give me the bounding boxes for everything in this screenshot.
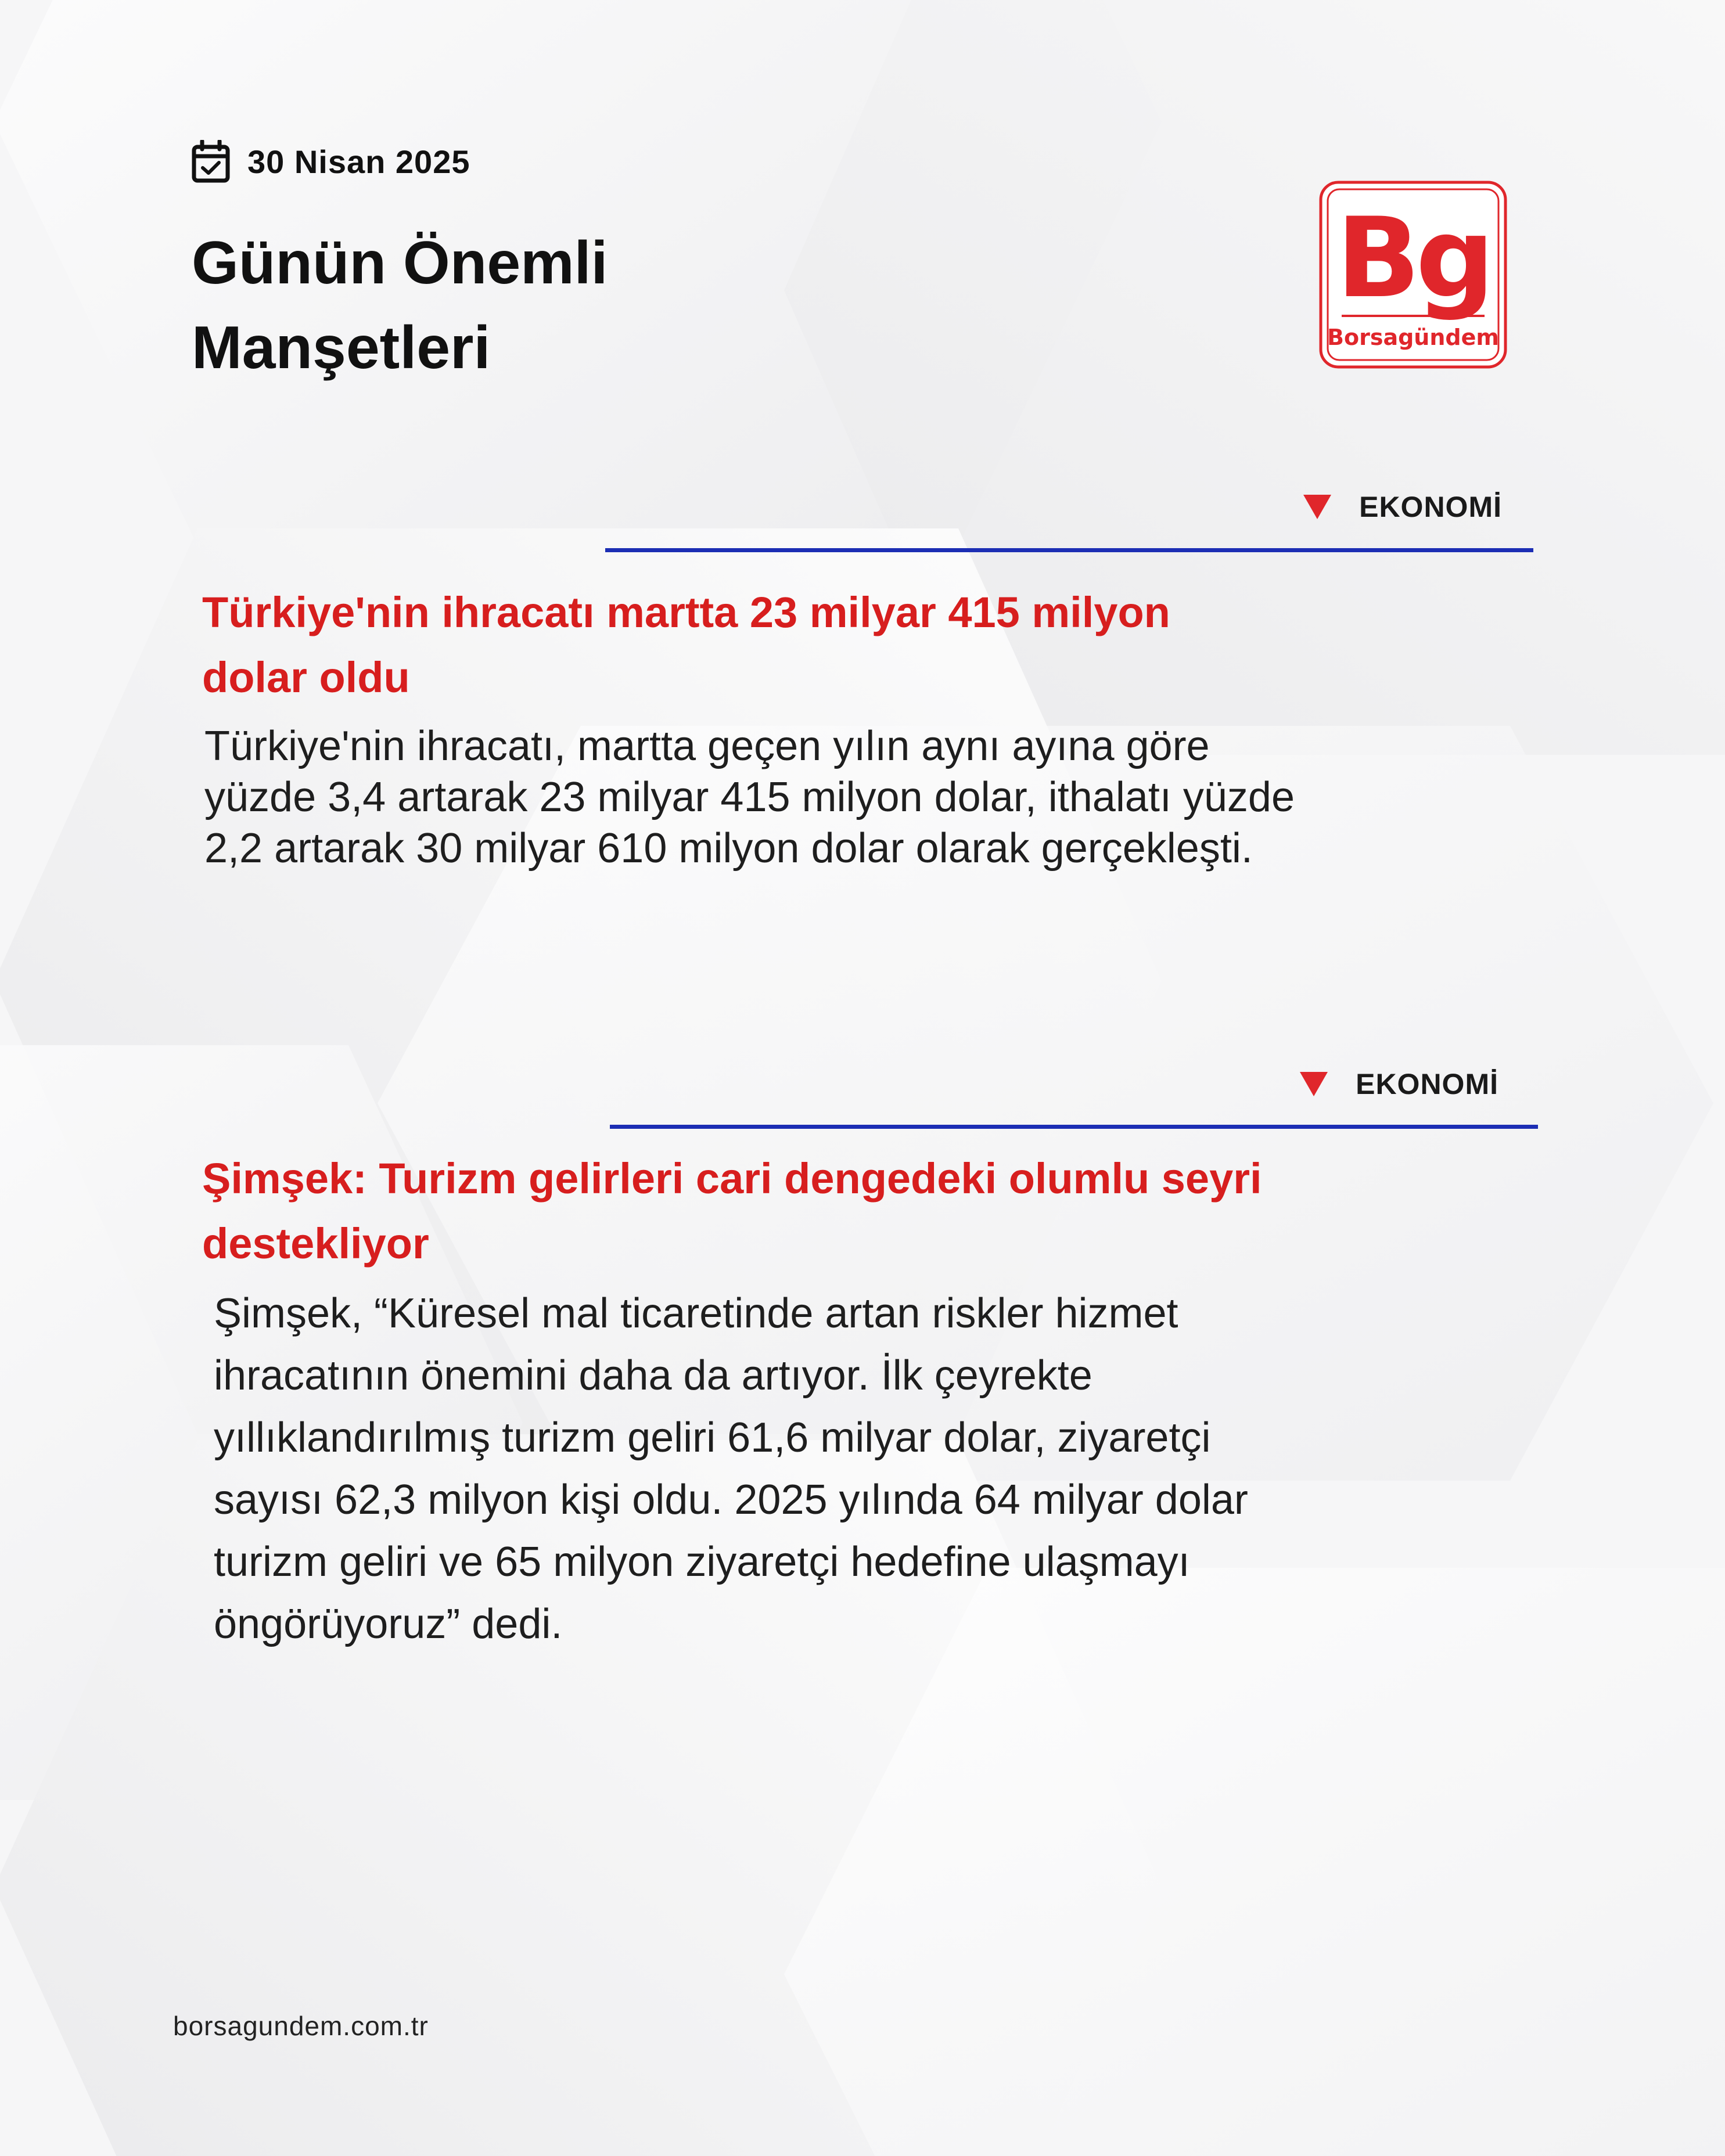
page-title-line: Manşetleri <box>192 314 491 381</box>
page-title-line: Günün Önemli <box>192 229 608 297</box>
summary-line: turizm geliri ve 65 milyon ziyaretçi hedefine ulaşmayı <box>214 1539 1190 1585</box>
calendar-check-icon <box>192 140 230 183</box>
website-link[interactable]: borsagundem.com.tr <box>173 2011 429 2041</box>
logo-wordmark: Borsagündem <box>1327 325 1499 350</box>
summary-line: sayısı 62,3 milyon kişi oldu. 2025 yılında 64 milyar dolar <box>214 1477 1248 1523</box>
article-headline[interactable] <box>202 580 1538 710</box>
summary-line: ihracatının önemini daha da artıyor. İlk çeyrekte <box>214 1352 1092 1399</box>
category-label: EKONOMİ <box>1359 491 1502 523</box>
date-row <box>192 139 470 183</box>
headline-line: destekliyor <box>202 1219 429 1268</box>
summary-line: yıllıklandırılmış turizm geliri 61,6 milyar dolar, ziyaretçi <box>214 1414 1211 1461</box>
triangle-down-icon <box>1300 1072 1328 1096</box>
triangle-down-icon <box>1303 495 1331 519</box>
article-headline[interactable] <box>202 1146 1538 1276</box>
headline-line: Şimşek: Turizm gelirleri cari dengedeki olumlu seyri <box>202 1154 1262 1203</box>
date-label: 30 Nisan 2025 <box>247 143 470 180</box>
category-tag <box>610 1066 1498 1102</box>
headline-line: dolar oldu <box>202 653 410 701</box>
category-tag <box>604 489 1502 525</box>
summary-line: Şimşek, “Küresel mal ticaretinde artan riskler hizmet <box>214 1290 1178 1337</box>
article-summary <box>214 1283 1550 1655</box>
category-label: EKONOMİ <box>1356 1068 1498 1100</box>
summary-line: 2,2 artarak 30 milyar 610 milyon dolar olarak gerçekleşti. <box>204 825 1253 872</box>
headline-line: Türkiye'nin ihracatı martta 23 milyar 415 milyon <box>202 588 1170 636</box>
summary-line: Türkiye'nin ihracatı, martta geçen yılın aynı ayına göre <box>204 723 1210 769</box>
section-divider <box>605 548 1533 552</box>
section-divider <box>610 1125 1538 1129</box>
summary-line: yüzde 3,4 artarak 23 milyar 415 milyon dolar, ithalatı yüzde <box>204 774 1295 820</box>
summary-line: öngörüyoruz” dedi. <box>214 1601 563 1647</box>
article-summary <box>204 721 1540 874</box>
borsagundem-logo <box>1318 180 1508 369</box>
page-title <box>192 221 772 390</box>
logo-mark: Bg <box>1336 194 1490 322</box>
